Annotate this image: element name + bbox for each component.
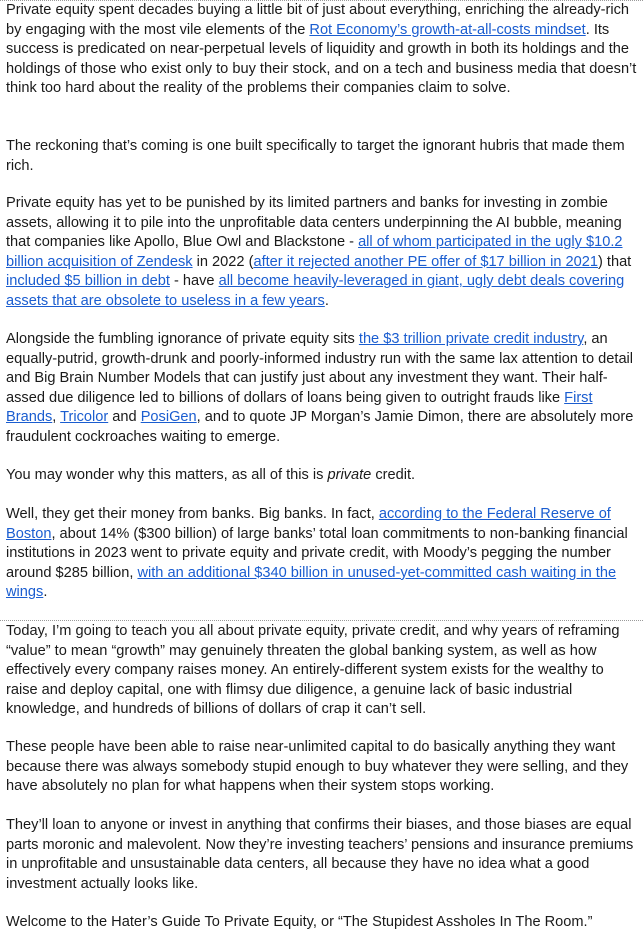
link-unused-committed-cash[interactable]: with an additional $340 billion in unused-yet-committed cash waiting in the wings	[6, 564, 617, 600]
emphasis-private: private	[327, 467, 372, 483]
paragraph-text: Welcome to the Hater’s Guide To Private Equity, or “The Stupidest Assholes In The Room.”	[6, 914, 593, 930]
paragraph-text: Private equity spent decades buying a little bit of just about everything, enriching the already-rich by engaging with the most vile elements of the	[6, 2, 630, 38]
paragraph-intro	[6, 1, 638, 99]
paragraph-text: ,	[52, 409, 61, 425]
paragraph-text: , and to quote JP Morgan’s Jamie Dimon, there are absolutely more fraudulent cockroaches waiting to emerge.	[6, 409, 634, 445]
paragraph-text: ) that	[597, 253, 632, 270]
paragraph-text: They’ll loan to anyone or invest in anything that confirms their biases, and those biases are equal parts moronic and malevolent. Now they’re investing teachers’ pensions and insurance premiums in unprofitable and unsustainable data centers, all because they have no idea what a good investment actually looks like.	[6, 817, 634, 892]
paragraph-text: - have	[169, 273, 219, 289]
paragraph-text: The reckoning that’s coming is one built specifically to target the ignorant hubris that made them rich.	[6, 138, 625, 174]
link-private-credit-industry[interactable]: the $3 trillion private credit industry	[358, 331, 584, 347]
paragraph-private-credit	[6, 330, 638, 447]
link-zendesk-acquisition[interactable]: all of whom participated in the ugly $10.2 billion acquisition of Zendesk	[6, 234, 623, 270]
link-five-billion-debt[interactable]: included $5 billion in debt	[6, 273, 170, 289]
link-posigen[interactable]: PosiGen	[140, 409, 197, 425]
link-rot-economy[interactable]: Rot Economy’s growth-at-all-costs mindset	[309, 21, 586, 38]
paragraph-banks	[6, 505, 638, 603]
paragraph-text: , an equally-putrid, growth-drunk and poorly-informed industry run with the same lax attention to detail and Big Brain Number Models that can justify just about any investment they want. Their half-assed due diligence led to billions of dollars of loans being given to outright frauds like	[6, 331, 634, 406]
paragraph-why-matters	[6, 466, 638, 486]
paragraph-text: Well, they get their money from banks. Big banks. In fact,	[6, 506, 379, 522]
paragraph-text: Private equity has yet to be punished by its limited partners and banks for investing in zombie assets, allowing it to pile into the unprofitable data centers underpinning the AI bubble, meaning that companies like Apollo, Blue Owl and Blackstone -	[6, 195, 622, 250]
link-rejected-pe-offer[interactable]: after it rejected another PE offer of $17 billion in 2021	[253, 253, 598, 270]
link-tricolor[interactable]: Tricolor	[60, 409, 109, 425]
paragraph-text: and	[108, 409, 141, 425]
paragraph-text: credit.	[371, 467, 416, 483]
section-dotted-divider	[0, 620, 643, 621]
paragraph-text: These people have been able to raise near-unlimited capital to do basically anything they want because there was always somebody stupid enough to buy whatever they were selling, and they have absolutely no plan for what happens when their system stops working.	[6, 739, 629, 794]
paragraph-reckoning	[6, 137, 638, 176]
link-federal-reserve-boston[interactable]: according to the Federal Reserve of Boston	[6, 506, 611, 542]
paragraph-text: You may wonder why this matters, as all of this is	[6, 467, 328, 483]
paragraph-text: Today, I’m going to teach you all about private equity, private credit, and why years of reframing “value” to mean “growth” may genuinely threaten the global banking system, as well as how effectively every company raises money. An entirely-different system exists for the wealthy to raise and deploy capital, one with flimsy due diligence, a genuine lack of basic industrial knowledge, and hundreds of billions of dollars of crap it can’t sell.	[6, 623, 620, 717]
paragraph-today	[6, 622, 638, 720]
paragraph-text: Alongside the fumbling ignorance of private equity sits	[6, 331, 359, 347]
paragraph-text: . Its success is predicated on near-perpetual levels of liquidity and growth in both its holdings and the holdings of those who exist only to buy their stock, and on a tech and business media that doesn’t think too hard about the reality of the problems their companies claim to solve.	[6, 21, 637, 96]
paragraph-biases	[6, 816, 638, 894]
paragraph-text: .	[324, 292, 329, 309]
link-first-brands[interactable]: First Brands	[6, 389, 593, 425]
paragraph-text: .	[43, 584, 48, 600]
link-heavily-leveraged[interactable]: all become heavily-leveraged in giant, ugly debt deals covering assets that are obsolete to useless in a few years	[6, 273, 625, 309]
paragraph-text: in 2022 (	[192, 253, 254, 270]
paragraph-private-equity	[6, 194, 638, 311]
paragraph-text: , about 14% ($300 billion) of large banks’ total loan commitments to non-banking financial institutions in 2023 went to private equity and private credit, with Moody’s pegging the number around $285 billion,	[6, 525, 628, 581]
paragraph-welcome	[6, 913, 638, 933]
paragraph-these-people	[6, 738, 638, 797]
